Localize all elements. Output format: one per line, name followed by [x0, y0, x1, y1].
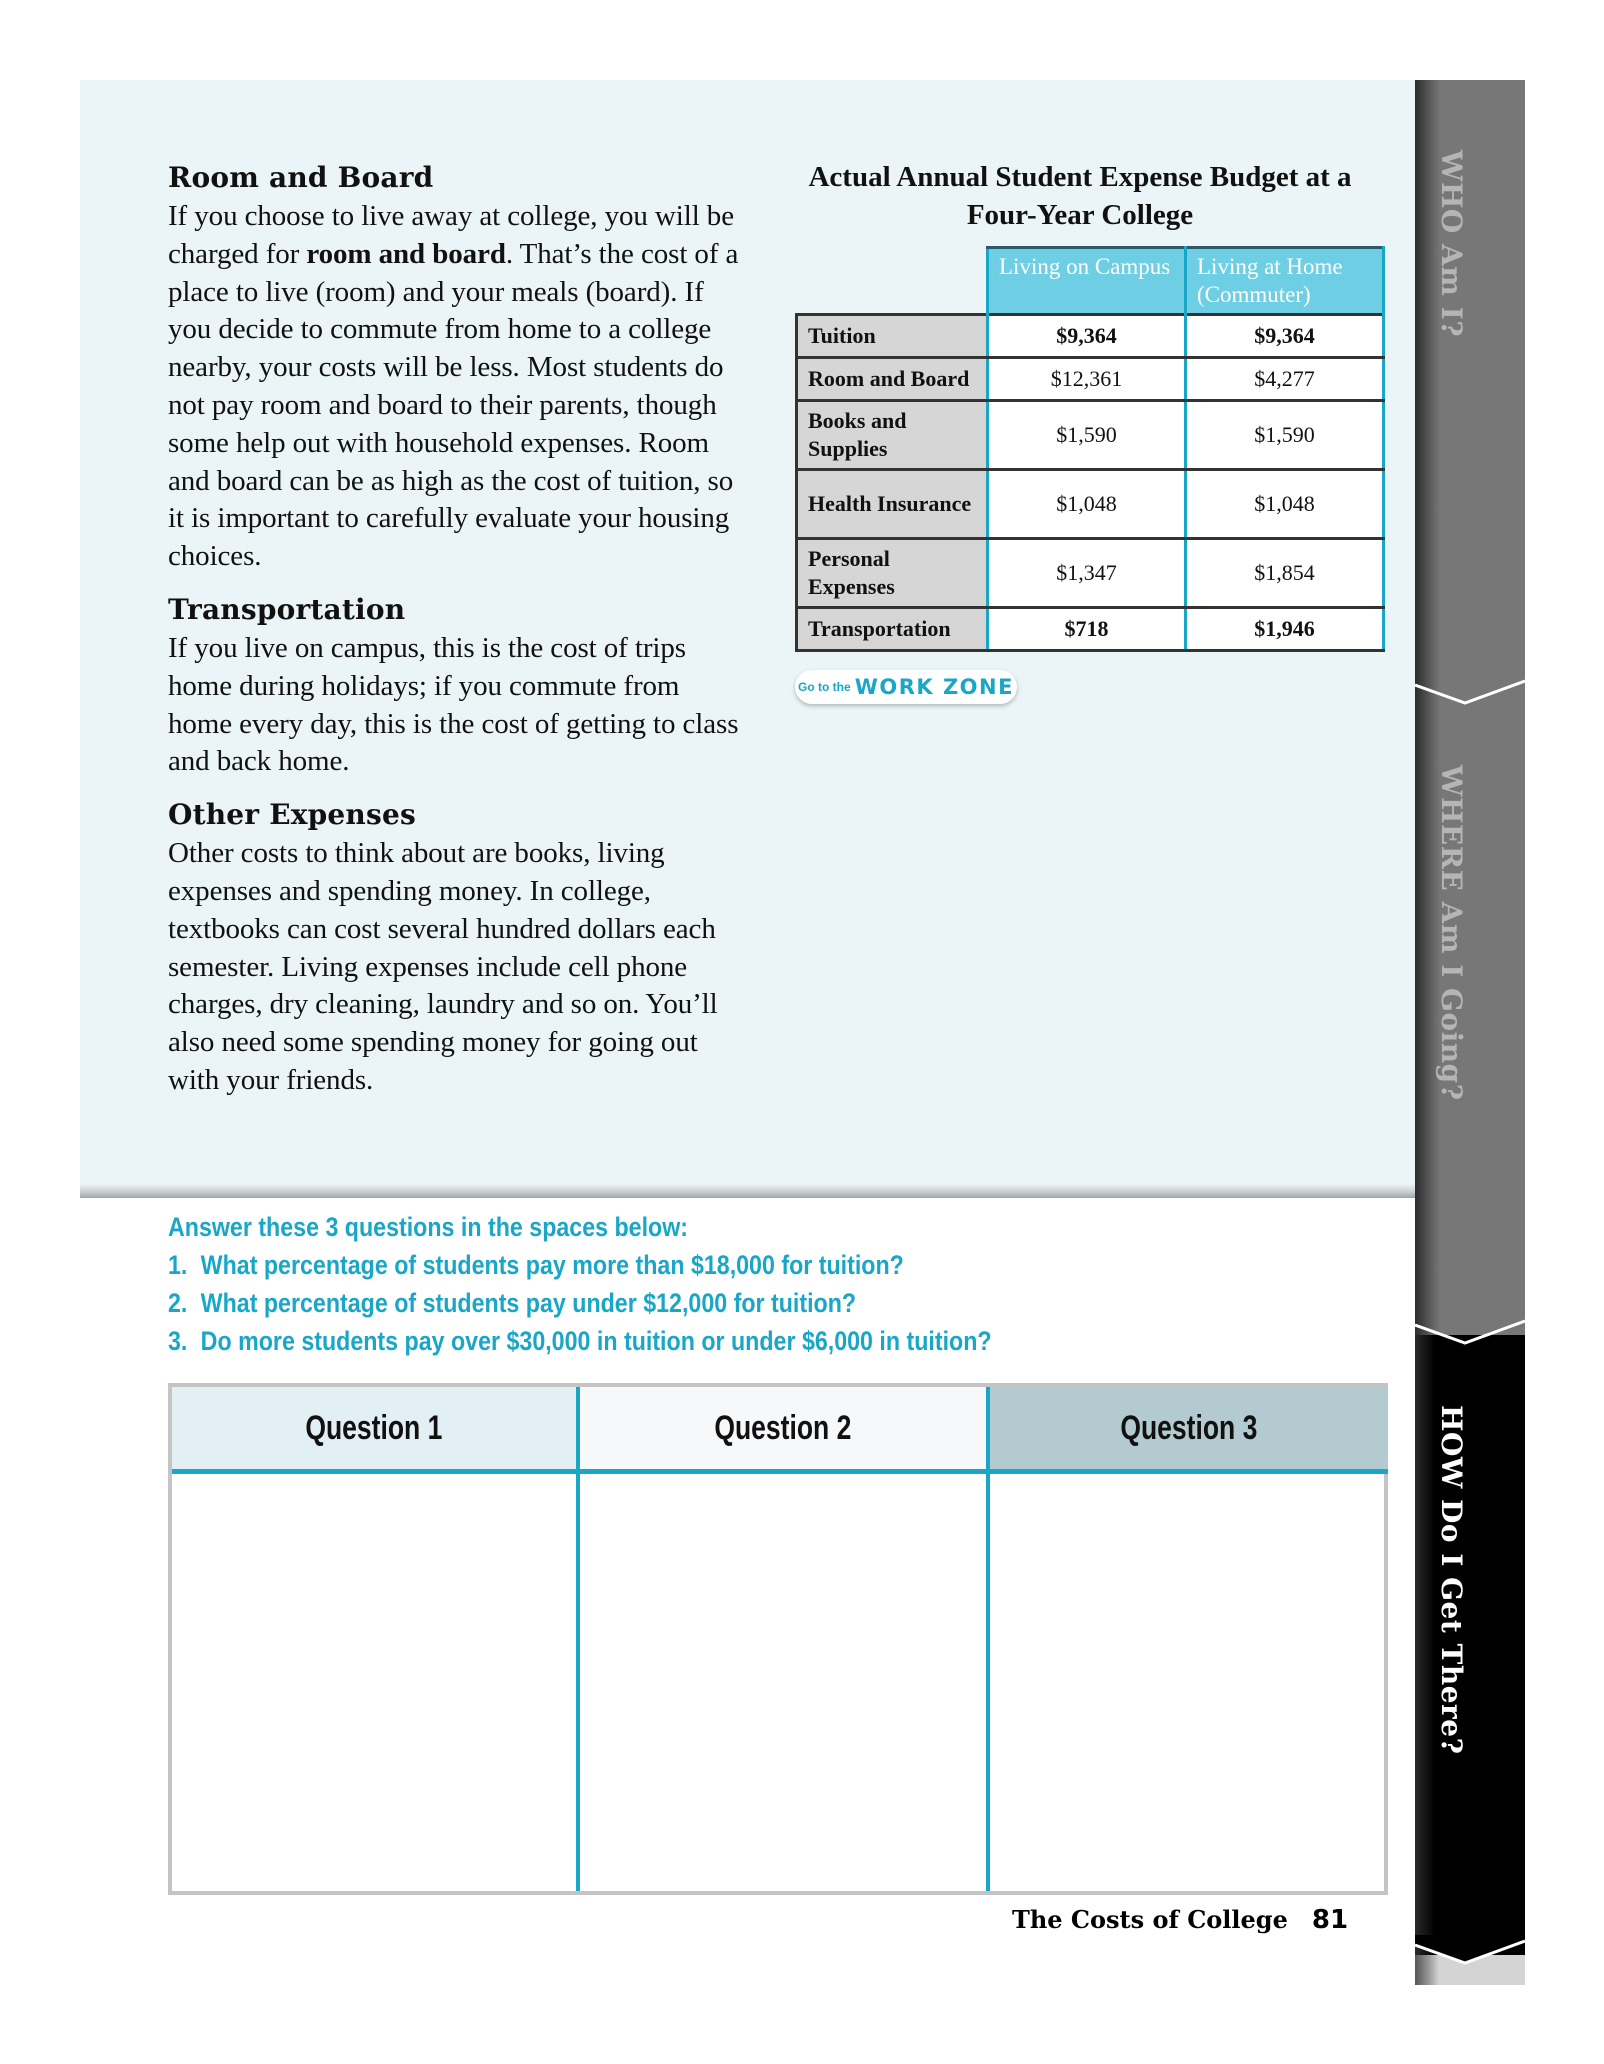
- cell-home: $1,590: [1186, 401, 1384, 470]
- answer-header-label: Question 2: [714, 1408, 852, 1447]
- table-row: [797, 470, 1384, 539]
- question-number: 3.: [168, 1326, 188, 1356]
- side-tab-label: WHO Am I?: [1435, 150, 1468, 338]
- table-row: [797, 358, 1384, 401]
- answer-header-1: [172, 1387, 576, 1474]
- work-zone-button[interactable]: [795, 670, 1017, 704]
- cell-home: $4,277: [1186, 358, 1384, 401]
- question-item: [168, 1246, 1200, 1284]
- column-header-campus: Living on Campus: [988, 248, 1186, 315]
- heading-room-and-board: Room and Board: [168, 161, 434, 194]
- answer-column-3: [986, 1387, 1388, 1891]
- question-number: 1.: [168, 1250, 188, 1280]
- side-tab-where[interactable]: [1415, 695, 1525, 1335]
- heading-transportation: Transportation: [168, 592, 406, 626]
- paragraph-room-and-board: [168, 198, 748, 576]
- cell-home: $1,048: [1186, 470, 1384, 539]
- answer-header-3: [990, 1387, 1388, 1474]
- footer-title: The Costs of College: [1012, 1905, 1288, 1934]
- questions-intro: Answer these 3 questions in the spaces below:: [168, 1212, 689, 1242]
- column-header-home: Living at Home (Commuter): [1186, 248, 1384, 315]
- work-zone-label: WORK ZONE: [854, 675, 1014, 699]
- cell-campus: $718: [988, 608, 1186, 651]
- heading-other-expenses: Other Expenses: [168, 798, 416, 832]
- text-run: . That’s the cost of a place to live (room) and your meals (board). If you decide to commute from home to a college nearby, your costs will be less. Most students do not pay room and board to their parents, though some help out with household expenses. Room and board can be as high as the cost of tuition, so it is important to carefully evaluate your housing choices.: [168, 237, 739, 573]
- answer-column-1: [172, 1387, 576, 1891]
- row-label: Books and Supplies: [797, 401, 988, 470]
- table-row: [797, 401, 1384, 470]
- answer-space-3[interactable]: [990, 1474, 1388, 1891]
- panel-bottom-shadow: [80, 1184, 1415, 1198]
- questions-block: [168, 1208, 1200, 1360]
- cell-campus: $1,590: [988, 401, 1186, 470]
- work-zone-prefix: Go to the: [798, 680, 851, 694]
- table-corner: [797, 248, 988, 315]
- side-tab-how[interactable]: [1415, 1335, 1525, 1955]
- question-text: What percentage of students pay under $12,000 for tuition?: [200, 1288, 857, 1318]
- page-footer: [1012, 1905, 1348, 1935]
- side-tab-who[interactable]: [1415, 80, 1525, 695]
- row-label: Tuition: [797, 315, 988, 358]
- side-tab-end: [1415, 1955, 1525, 1985]
- side-tabs: [1415, 80, 1525, 1985]
- paragraph-transportation: If you live on campus, this is the cost of trips home during holidays; if you commute from home every day, this is the cost of getting to class and back home.: [168, 631, 739, 778]
- page-number: 81: [1311, 1905, 1349, 1935]
- cell-campus: $9,364: [988, 315, 1186, 358]
- answer-space-2[interactable]: [580, 1474, 986, 1891]
- row-label: Health Insurance: [797, 470, 988, 539]
- question-text: Do more students pay over $30,000 in tuition or under $6,000 in tuition?: [200, 1326, 992, 1356]
- answer-header-label: Question 3: [1120, 1408, 1258, 1447]
- cell-campus: $12,361: [988, 358, 1186, 401]
- budget-table: [795, 246, 1385, 652]
- question-number: 2.: [168, 1288, 188, 1318]
- cell-campus: $1,347: [988, 539, 1186, 608]
- bold-term: room and board: [306, 237, 506, 270]
- cell-home: $9,364: [1186, 315, 1384, 358]
- table-title: Actual Annual Student Expense Budget at a Four-Year College: [808, 161, 1352, 231]
- table-row: [797, 539, 1384, 608]
- cell-campus: $1,048: [988, 470, 1186, 539]
- paragraph-other-expenses: Other costs to think about are books, living expenses and spending money. In college, textbooks can cost several hundred dollars each semester. Living expenses include cell phone charges, dry cleaning, laundry and so on. You’ll also need some spending money for going out with your friends.: [168, 837, 718, 1096]
- row-label: Transportation: [797, 608, 988, 651]
- table-row: [797, 315, 1384, 358]
- question-text: What percentage of students pay more than $18,000 for tuition?: [200, 1250, 904, 1280]
- answer-column-2: [576, 1387, 986, 1891]
- answer-grid: [168, 1383, 1388, 1895]
- answer-header-2: [580, 1387, 986, 1474]
- answer-header-label: Question 1: [305, 1408, 443, 1447]
- side-tab-label: HOW Do I Get There?: [1435, 1405, 1468, 1755]
- question-item: [168, 1284, 1200, 1322]
- row-label: Room and Board: [797, 358, 988, 401]
- question-item: [168, 1322, 1200, 1360]
- side-tab-label: WHERE Am I Going?: [1435, 765, 1468, 1101]
- row-label: Personal Expenses: [797, 539, 988, 608]
- cell-home: $1,854: [1186, 539, 1384, 608]
- left-column: [168, 158, 748, 1114]
- text-run: If you choose to live away at college, you will be charged for: [168, 200, 734, 270]
- table-row: [797, 608, 1384, 651]
- answer-space-1[interactable]: [172, 1474, 576, 1891]
- cell-home: $1,946: [1186, 608, 1384, 651]
